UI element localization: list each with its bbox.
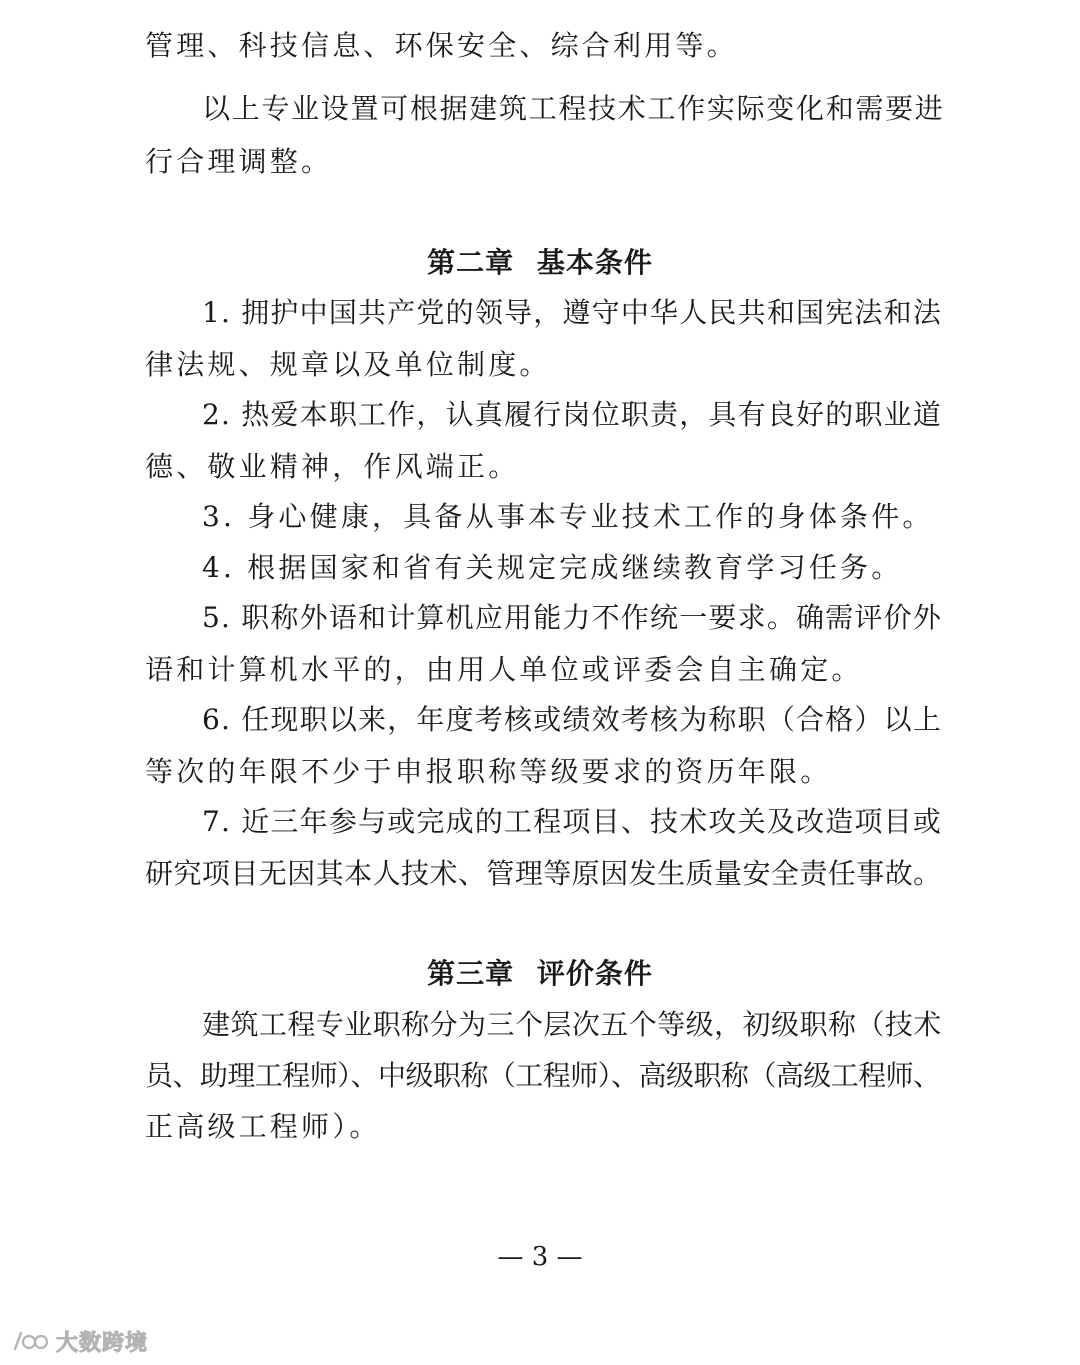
clause-line: 2. 热爱本职工作，认真履行岗位职责，具有良好的职业道 bbox=[202, 398, 943, 431]
body-line: 建筑工程专业职称分为三个层次五个等级，初级职称（技术 bbox=[202, 1008, 942, 1041]
body-line: 行合理调整。 bbox=[145, 145, 333, 178]
clause-line: 语和计算机水平的，由用人单位或评委会自主确定。 bbox=[145, 653, 863, 686]
clause-line: 3. 身心健康，具备从事本专业技术工作的身体条件。 bbox=[202, 500, 934, 533]
body-line: 管理、科技信息、环保安全、综合利用等。 bbox=[145, 29, 738, 62]
clause-line: 等次的年限不少于申报职称等级要求的资历年限。 bbox=[145, 755, 832, 788]
clause-line: 1. 拥护中国共产党的领导，遵守中华人民共和国宪法和法 bbox=[202, 296, 943, 329]
clause-line: 律法规、规章以及单位制度。 bbox=[145, 348, 551, 381]
chapter-heading: 第二章 基本条件 bbox=[427, 246, 653, 279]
clause-line: 7. 近三年参与或完成的工程项目、技术攻关及改造项目或 bbox=[202, 805, 943, 838]
brand-logo-icon bbox=[12, 1330, 50, 1352]
clause-line: 4. 根据国家和省有关规定完成继续教育学习任务。 bbox=[202, 551, 903, 584]
watermark bbox=[12, 1326, 148, 1356]
clause-line: 研究项目无因其本人技术、管理等原因发生质量安全责任事故。 bbox=[145, 857, 942, 890]
body-line: 正高级工程师）。 bbox=[145, 1110, 381, 1143]
clause-line: 6. 任现职以来，年度考核或绩效考核为称职（合格）以上 bbox=[202, 703, 943, 736]
watermark-text: 大数跨境 bbox=[56, 1330, 149, 1356]
body-line: 以上专业设置可根据建筑工程技术工作实际变化和需要进 bbox=[202, 92, 945, 125]
body-line: 员、助理工程师）、中级职称（工程师）、高级职称（高级工程师、 bbox=[145, 1059, 941, 1092]
chapter-heading: 第三章 评价条件 bbox=[427, 957, 653, 990]
page-number: — 3 — bbox=[497, 1242, 583, 1272]
clause-line: 德、敬业精神，作风端正。 bbox=[145, 450, 520, 483]
clause-line: 5. 职称外语和计算机应用能力不作统一要求。确需评价外 bbox=[202, 601, 943, 634]
